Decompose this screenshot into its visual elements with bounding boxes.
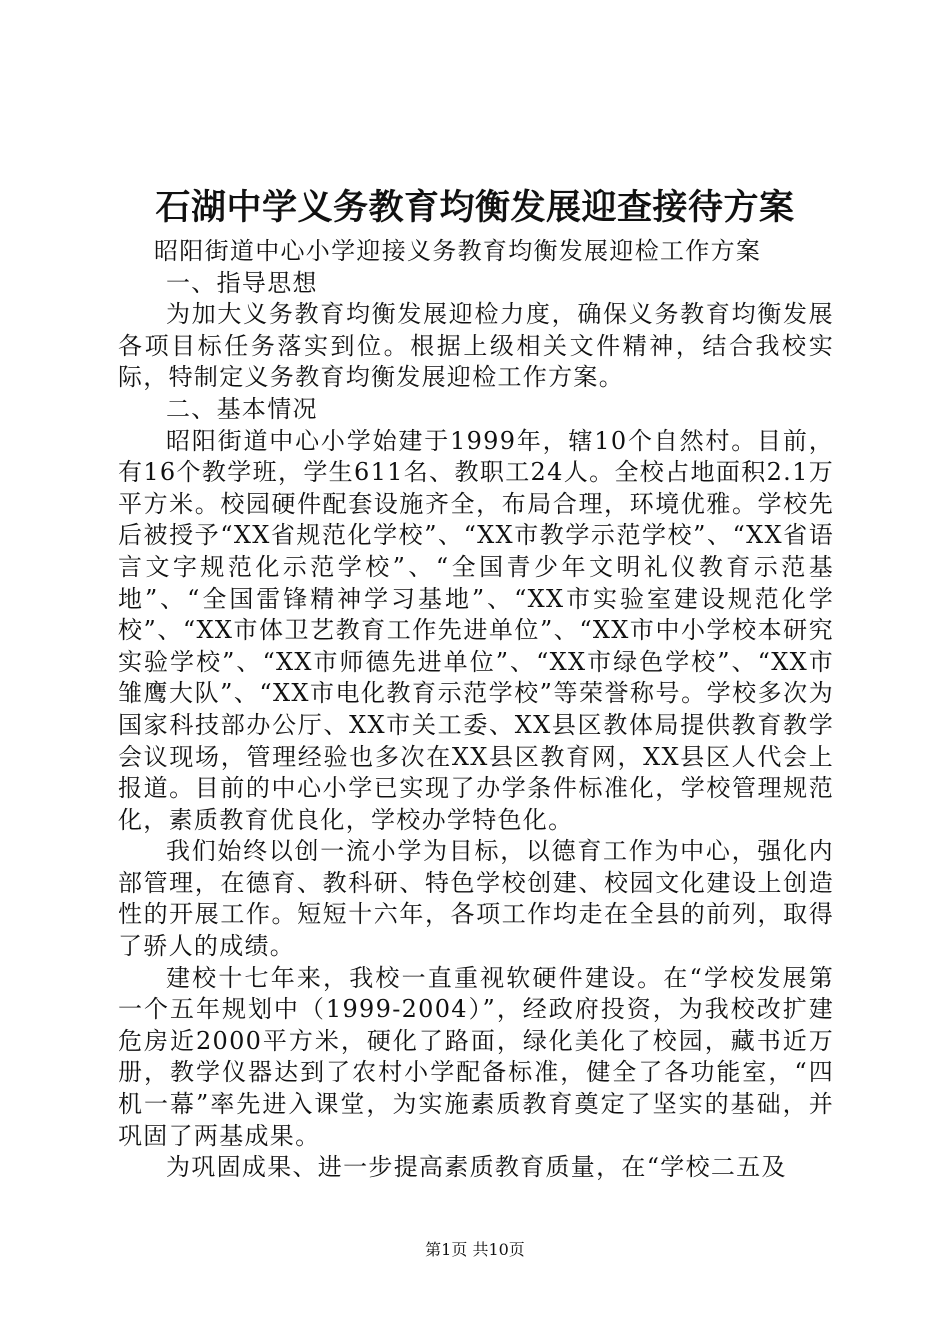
paragraph-construction: 建校十七年来，我校一直重视软硬件建设。在“学校发展第一个五年规划中（1999-2004）”，经政府投资，为我校改扩建危房近2000平方米，硬化了路面，绿化美化了校园，藏书近万册，教学仪器达到了农村小学配备标准，健全了各功能室，“四机一幕”率先进入课堂，为实施素质教育奠定了坚实的基础，并巩固了两基成果。 bbox=[118, 963, 834, 1150]
document-title: 石湖中学义务教育均衡发展迎查接待方案 bbox=[155, 187, 795, 228]
paragraph-school-overview: 昭阳街道中心小学始建于1999年，辖10个自然村。目前，有16个教学班，学生611名、教职工24人。全校占地面积2.1万平方米。校园硬件配套设施齐全，布局合理，环境优雅。学校先后被授予“XX省规范化学校”、“XX市教学示范学校”、“XX省语言文字规范化示范学校”、“全国青少年文明礼仪教育示范基地”、“全国雷锋精神学习基地”、“XX市实验室建设规范化学校”、“XX市体卫艺教育工作先进单位”、“XX市中小学校本研究实验学校”、“XX市师德先进单位”、“XX市绿色学校”、“XX市雏鹰大队”、“XX市电化教育示范学校”等荣誉称号。学校多次为国家科技部办公厅、XX市关工委、XX县区教体局提供教育教学会议现场，管理经验也多次在XX县区教育网，XX县区人代会上报道。目前的中心小学已实现了办学条件标准化，学校管理规范化，素质教育优良化，学校办学特色化。 bbox=[118, 426, 834, 834]
section-heading-basic-situation: 二、基本情况 bbox=[166, 394, 318, 423]
page-footer: 第1页 共10页 bbox=[425, 1240, 525, 1259]
paragraph-goals: 我们始终以创一流小学为目标，以德育工作为中心，强化内部管理，在德育、教科研、特色学校创建、校园文化建设上创造性的开展工作。短短十六年，各项工作均走在全县的前列，取得了骄人的成绩。 bbox=[118, 837, 834, 961]
section-heading-guiding-ideology: 一、指导思想 bbox=[166, 268, 318, 297]
document-body bbox=[118, 236, 834, 1184]
paragraph-consolidation: 为巩固成果、进一步提高素质教育质量，在“学校二五及 bbox=[166, 1153, 787, 1182]
document-subtitle: 昭阳街道中心小学迎接义务教育均衡发展迎检工作方案 bbox=[154, 237, 762, 265]
paragraph-guiding-ideology: 为加大义务教育均衡发展迎检力度，确保义务教育均衡发展各项目标任务落实到位。根据上级相关文件精神，结合我校实际，特制定义务教育均衡发展迎检工作方案。 bbox=[118, 300, 834, 392]
